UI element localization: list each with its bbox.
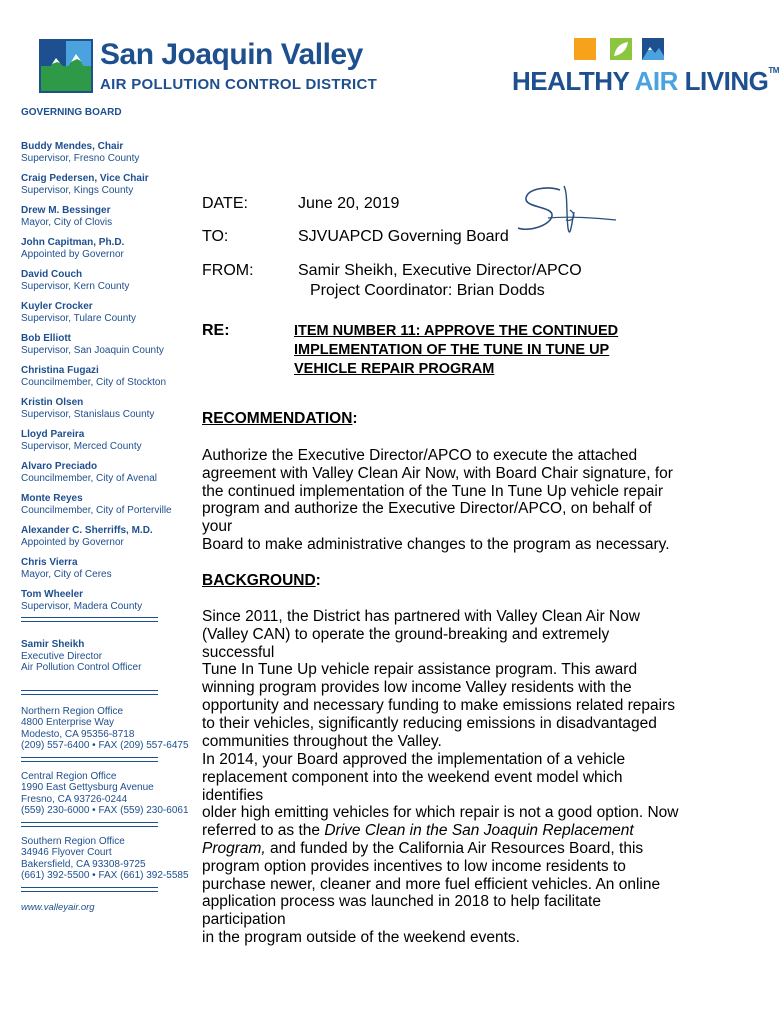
paragraph-line: Tune In Tune Up vehicle repair assistance program. This award (202, 661, 638, 679)
recommendation-paragraph (202, 447, 682, 554)
board-member (21, 365, 196, 388)
member-name: Lloyd Pareira (21, 429, 85, 440)
board-member (21, 429, 196, 452)
office-street: 1990 East Gettysburg Avenue (21, 782, 154, 793)
background-paragraph-1 (202, 608, 682, 750)
paragraph-line: purchase newer, cleaner and more fuel efficient vehicles. An online (202, 875, 661, 893)
paragraph-line: opportunity and necessary funding to make emissions related repairs (202, 696, 676, 714)
member-title: Councilmember, City of Porterville (21, 504, 172, 516)
office-list (21, 706, 196, 892)
member-name: John Capitman, Ph.D. (21, 237, 125, 248)
region-office (21, 771, 196, 817)
divider (21, 822, 158, 827)
paragraph-line: (Valley CAN) to operate the ground-breaking and extremely successful (202, 625, 610, 661)
signature-icon (508, 182, 618, 244)
member-name: Alvaro Preciado (21, 461, 98, 472)
paragraph-line: Board to make administrative changes to the program as necessary. (202, 535, 670, 553)
board-member (21, 557, 196, 580)
paragraph-line: to their vehicles, significantly reducing emissions in disadvantaged (202, 714, 657, 732)
org-name: San Joaquin Valley (100, 38, 363, 71)
board-member (21, 493, 196, 516)
paragraph-line: program option provides incentives to low income residents to (202, 857, 626, 875)
member-name: Craig Pedersen, Vice Chair (21, 173, 149, 184)
member-title: Supervisor, San Joaquin County (21, 344, 164, 356)
board-member-list (21, 141, 196, 612)
office-street: 4800 Enterprise Way (21, 717, 115, 728)
paragraph-line: older high emitting vehicles for which repair is not a good option. Now (202, 804, 679, 822)
paragraph-line: application process was launched in 2018 to help facilitate participation (202, 893, 601, 929)
divider (21, 887, 158, 892)
board-member (21, 237, 196, 260)
to-value: SJVUAPCD Governing Board (298, 228, 509, 245)
member-title: Appointed by Governor (21, 248, 124, 260)
office-city: Modesto, CA 95356-8718 (21, 728, 135, 740)
board-member (21, 397, 196, 420)
background-paragraph-2 (202, 751, 687, 947)
recommendation-heading: RECOMMENDATION: (202, 410, 358, 427)
paragraph-line: referred to as the Drive Clean in the San Joaquin Replacement (202, 822, 634, 840)
region-office (21, 836, 196, 882)
date-label: DATE: (202, 195, 248, 212)
to-label: TO: (202, 228, 229, 245)
leaf-square-icon (610, 38, 632, 60)
board-member (21, 173, 196, 196)
divider (21, 757, 158, 762)
member-name: Monte Reyes (21, 493, 83, 504)
member-title: Councilmember, City of Stockton (21, 376, 167, 388)
divider (21, 690, 158, 695)
office-city: Bakersfield, CA 93308-9725 (21, 858, 146, 870)
divider (21, 617, 158, 622)
member-name: Kuyler Crocker (21, 301, 93, 312)
member-title: Supervisor, Stanislaus County (21, 408, 155, 420)
date-value: June 20, 2019 (298, 195, 400, 212)
board-member (21, 269, 196, 292)
board-member (21, 205, 196, 228)
paragraph-line: program and authorize the Executive Director/APCO, on behalf of your (202, 500, 652, 536)
board-member (21, 141, 196, 164)
member-name: David Couch (21, 269, 83, 280)
office-name: Central Region Office (21, 770, 117, 782)
re-label: RE: (202, 322, 230, 339)
re-subject (294, 322, 618, 379)
member-title: Appointed by Governor (21, 536, 124, 548)
healthy-air-living-logo (512, 38, 779, 98)
office-phone: (209) 557-6400 • FAX (209) 557-6475 (21, 740, 189, 751)
sjv-logo (40, 38, 378, 98)
re-line: IMPLEMENTATION OF THE TUNE IN TUNE UP (294, 342, 610, 358)
orange-square-icon (574, 38, 596, 60)
member-name: Chris Vierra (21, 557, 78, 568)
board-member (21, 333, 196, 356)
paragraph-line: communities throughout the Valley. (202, 732, 442, 750)
member-name: Alexander C. Sherriffs, M.D. (21, 525, 153, 536)
paragraph-line: Since 2011, the District has partnered with Valley Clean Air Now (202, 608, 640, 625)
executive-title-2: Air Pollution Control Officer (21, 662, 142, 673)
member-title: Supervisor, Kern County (21, 280, 130, 292)
member-name: Bob Elliott (21, 333, 71, 344)
member-title: Supervisor, Kings County (21, 184, 134, 196)
member-title: Supervisor, Tulare County (21, 312, 137, 324)
paragraph-line: replacement component into the weekend event model which identifies (202, 768, 623, 804)
member-title: Councilmember, City of Avenal (21, 472, 157, 484)
executive-name: Samir Sheikh (21, 639, 85, 650)
healthy-air-living-wordmark: HEALTHY AIR LIVING™ (512, 66, 779, 96)
paragraph-line: Program, and funded by the California Air Resources Board, this (202, 839, 644, 857)
website-link[interactable]: www.valleyair.org (21, 901, 95, 913)
board-member (21, 589, 196, 612)
office-street: 34946 Flyover Court (21, 847, 112, 858)
governing-board-heading: GOVERNING BOARD (21, 107, 122, 118)
member-name: Buddy Mendes, Chair (21, 141, 124, 152)
member-title: Supervisor, Fresno County (21, 152, 140, 164)
org-subtitle: AIR POLLUTION CONTROL DISTRICT (100, 76, 378, 93)
paragraph-line: in the program outside of the weekend events. (202, 928, 520, 946)
mountain-emblem-icon (40, 40, 92, 92)
re-line: ITEM NUMBER 11: APPROVE THE CONTINUED (294, 323, 619, 339)
office-phone: (661) 392-5500 • FAX (661) 392-5585 (21, 870, 189, 881)
executive-director-block (21, 639, 196, 674)
from-label: FROM: (202, 262, 254, 279)
member-name: Christina Fugazi (21, 365, 99, 376)
from-value-2: Project Coordinator: Brian Dodds (310, 282, 545, 299)
office-name: Northern Region Office (21, 705, 124, 717)
member-title: Supervisor, Madera County (21, 600, 143, 612)
re-line: VEHICLE REPAIR PROGRAM (294, 361, 495, 377)
paragraph-line: In 2014, your Board approved the implementation of a vehicle (202, 751, 626, 768)
office-phone: (559) 230-6000 • FAX (559) 230-6061 (21, 805, 189, 816)
paragraph-line: agreement with Valley Clean Air Now, with Board Chair signature, for (202, 464, 673, 482)
background-heading: BACKGROUND: (202, 572, 321, 589)
paragraph-line: Authorize the Executive Director/APCO to execute the attached (202, 447, 638, 464)
governing-board-sidebar (21, 107, 196, 913)
paragraph-line: the continued implementation of the Tune In Tune Up vehicle repair (202, 482, 663, 500)
board-member (21, 525, 196, 548)
board-member (21, 461, 196, 484)
paragraph-line: winning program provides low income Valley residents with the (202, 679, 632, 697)
from-value: Samir Sheikh, Executive Director/APCO (298, 262, 582, 279)
board-member (21, 301, 196, 324)
executive-title: Executive Director (21, 650, 103, 662)
office-name: Southern Region Office (21, 835, 125, 847)
member-title: Mayor, City of Ceres (21, 568, 112, 580)
member-name: Tom Wheeler (21, 589, 84, 600)
member-name: Kristin Olsen (21, 397, 84, 408)
region-office (21, 706, 196, 752)
member-title: Mayor, City of Clovis (21, 216, 113, 228)
mountain-square-icon (642, 38, 664, 60)
office-city: Fresno, CA 93726-0244 (21, 793, 128, 805)
member-title: Supervisor, Merced County (21, 440, 142, 452)
member-name: Drew M. Bessinger (21, 205, 111, 216)
